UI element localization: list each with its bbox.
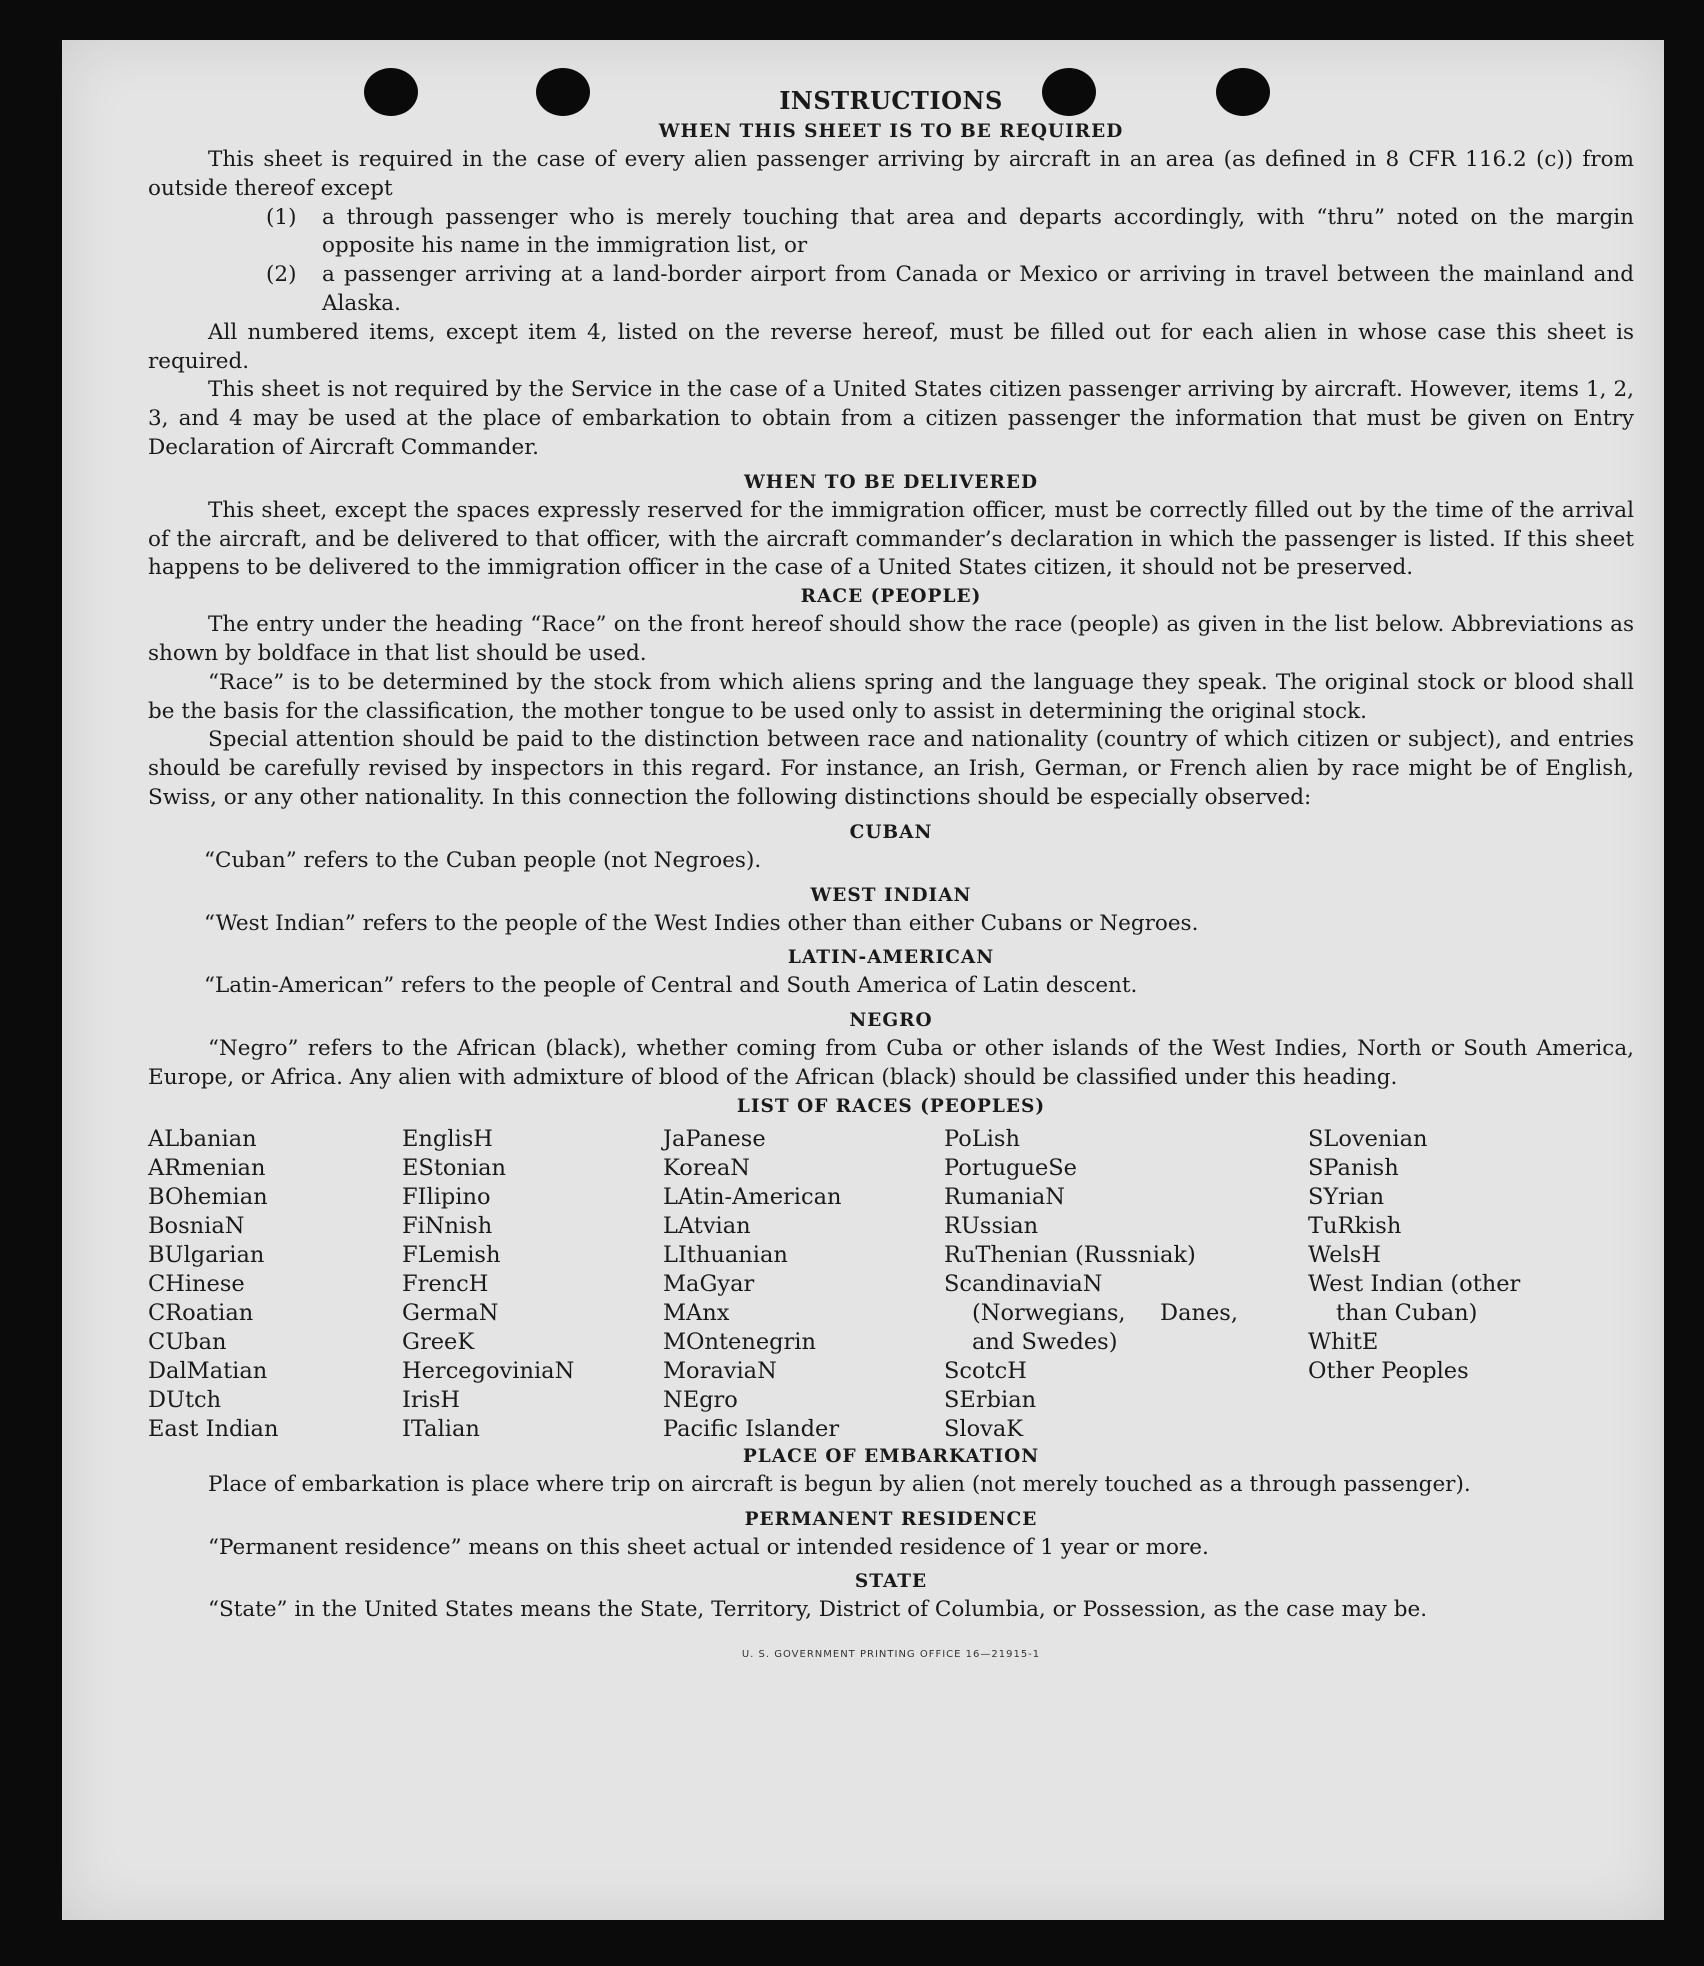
item-text: a through passenger who is merely touching that area and departs accordingly, with “thru” noted on the margin opposite his name in the immigration list, or: [322, 204, 1634, 259]
heading-required: WHEN THIS SHEET IS TO BE REQUIRED: [658, 121, 1124, 142]
race-entry: SErbian: [944, 1386, 1037, 1413]
race-entry: LAtvian: [663, 1212, 751, 1239]
paragraph-embarkation: Place of embarkation is place where trip on aircraft is begun by alien (not merely touched as a through passenger).: [208, 1471, 1471, 1497]
paragraph-negro: “Negro” refers to the African (black), whether coming from Cuba or other islands of the West Indies, North or South America, Europe, or Africa. Any alien with admixture of blood of the African (black) should be classified under this heading.: [148, 1036, 1634, 1090]
paragraph-delivered: This sheet, except the spaces expressly reserved for the immigration officer, must be correctly filled out by the time of the arrival of the aircraft, and be delivered to that officer, with the aircraft commander’s declaration in which the passenger is listed. If this sheet happens to be delivered to the immigration officer in the case of a United States citizen, it should not be preserved.: [148, 497, 1634, 581]
race-entry: PoLish: [944, 1125, 1020, 1152]
exception-item: [266, 261, 1634, 319]
race-entry: ALbanian: [148, 1125, 257, 1152]
race-entry: BosniaN: [148, 1212, 245, 1239]
paragraph-race-3: Special attention should be paid to the distinction between race and nationality (country of which citizen or subject), and entries should be carefully revised by inspectors in this regard. For instance, an Irish, German, or French alien by race might be of English, Swiss, or any other nationality. In this connection the following distinctions should be especially observed:: [148, 727, 1634, 810]
item-number: (2): [266, 262, 297, 288]
document-page: [62, 40, 1664, 1920]
paragraph-west-indian: “West Indian” refers to the people of the West Indies other than either Cubans or Negroes.: [204, 910, 1199, 936]
race-entry: IrisH: [402, 1386, 461, 1413]
race-entry: EnglisH: [402, 1125, 493, 1152]
race-entry: ITalian: [402, 1415, 480, 1442]
race-entry: CUban: [148, 1328, 227, 1355]
race-entry: HercegoviniaN: [402, 1357, 575, 1384]
paragraph-numbered-items: All numbered items, except item 4, listed on the reverse hereof, must be filled out for each alien in whose case this sheet is required.: [148, 319, 1634, 374]
heading-west-indian: WEST INDIAN: [810, 884, 972, 906]
race-column: [944, 1125, 1238, 1444]
race-list: [148, 1125, 1634, 1443]
race-entry: FIlipino: [402, 1183, 491, 1210]
paragraph-race-2: “Race” is to be determined by the stock from which aliens spring and the language they speak. The original stock or blood shall be the basis for the classification, the mother tongue to be used only to assist in determining the original stock.: [148, 669, 1634, 724]
race-column: [148, 1125, 378, 1444]
race-entry: RuThenian (Russniak): [944, 1241, 1196, 1268]
race-entry: MAnx: [663, 1299, 730, 1326]
heading-embarkation: PLACE OF EMBARKATION: [742, 1445, 1040, 1467]
heading-permanent-residence: PERMANENT RESIDENCE: [744, 1508, 1038, 1530]
page-title: INSTRUCTIONS: [779, 86, 1003, 115]
race-entry: MOntenegrin: [663, 1328, 816, 1355]
item-number: (1): [266, 204, 297, 230]
race-entry: Other Peoples: [1308, 1357, 1469, 1384]
paragraph-race-1: The entry under the heading “Race” on the front hereof should show the race (people) as given in the list below. Abbreviations as shown by boldface in that list should be used.: [148, 612, 1634, 666]
heading-state: STATE: [854, 1571, 928, 1593]
race-entry: ARmenian: [148, 1154, 266, 1181]
race-entry: RumaniaN: [944, 1183, 1065, 1210]
race-entry: ScotcH: [944, 1357, 1027, 1384]
race-entry: BUlgarian: [148, 1241, 265, 1268]
heading-list-of-races: LIST OF RACES (PEOPLES): [736, 1095, 1046, 1117]
paragraph-cuban: “Cuban” refers to the Cuban people (not Negroes).: [204, 847, 762, 873]
instructions-content: [148, 84, 1634, 1670]
race-entry: KoreaN: [663, 1154, 750, 1181]
race-entry: TuRkish: [1308, 1212, 1402, 1239]
paragraph-state: “State” in the United States means the State, Territory, District of Columbia, or Possession, as the case may be.: [208, 1597, 1428, 1623]
heading-delivered: WHEN TO BE DELIVERED: [744, 471, 1038, 493]
race-entry: LIthuanian: [663, 1241, 788, 1268]
heading-cuban: CUBAN: [849, 821, 933, 843]
race-entry: GermaN: [402, 1299, 499, 1326]
race-entry: Pacific Islander: [663, 1415, 840, 1442]
race-entry: WelsH: [1308, 1241, 1381, 1268]
race-entry: CHinese: [148, 1270, 245, 1297]
race-column: [402, 1125, 652, 1444]
exception-item: [266, 204, 1634, 262]
race-entry: FrencH: [402, 1270, 489, 1297]
race-column: [1308, 1125, 1570, 1386]
race-entry: West Indian (other than Cuban): [1308, 1270, 1521, 1326]
paragraph-citizen: This sheet is not required by the Service in the case of a United States citizen passenger arriving by aircraft. However, items 1, 2, 3, and 4 may be used at the place of embarkation to obtain from a citizen passenger the information that must be given on Entry Declaration of Aircraft Commander.: [148, 377, 1634, 460]
race-entry: MaGyar: [663, 1270, 755, 1297]
race-entry: MoraviaN: [663, 1357, 777, 1384]
race-entry: DUtch: [148, 1386, 222, 1413]
race-entry: RUssian: [944, 1212, 1039, 1239]
printing-office-footer: U. S. GOVERNMENT PRINTING OFFICE 16—21915-1: [741, 1649, 1041, 1661]
paragraph-required-intro: This sheet is required in the case of every alien passenger arriving by aircraft in an area (as defined in 8 CFR 116.2 (c)) from outside thereof except: [148, 147, 1634, 201]
race-entry: GreeK: [402, 1328, 475, 1355]
paragraph-latin-american: “Latin-American” refers to the people of Central and South America of Latin descent.: [204, 973, 1138, 999]
race-entry: PortugueSe: [944, 1154, 1078, 1181]
race-entry: SlovaK: [944, 1415, 1024, 1442]
heading-latin-american: LATIN-AMERICAN: [787, 947, 995, 969]
race-entry: EStonian: [402, 1154, 507, 1181]
race-entry: LAtin-American: [663, 1183, 842, 1210]
race-entry: SLovenian: [1308, 1125, 1428, 1152]
heading-race: RACE (PEOPLE): [800, 586, 982, 608]
race-entry: FiNnish: [402, 1212, 493, 1239]
race-entry: DalMatian: [148, 1357, 268, 1384]
race-column: [663, 1125, 933, 1444]
item-text: a passenger arriving at a land-border airport from Canada or Mexico or arriving in travel between the mainland and Alaska.: [322, 262, 1634, 316]
heading-negro: NEGRO: [849, 1010, 933, 1032]
race-entry: BOhemian: [148, 1183, 268, 1210]
race-entry: CRoatian: [148, 1299, 254, 1326]
race-entry: ScandinaviaN (Norwegians, Danes, and Swedes): [944, 1270, 1238, 1355]
race-entry: WhitE: [1308, 1328, 1379, 1355]
race-entry: East Indian: [148, 1415, 279, 1442]
paragraph-permanent-residence: “Permanent residence” means on this sheet actual or intended residence of 1 year or more.: [208, 1534, 1209, 1560]
race-entry: NEgro: [663, 1386, 738, 1413]
race-entry: FLemish: [402, 1241, 501, 1268]
race-entry: SPanish: [1308, 1154, 1399, 1181]
race-entry: JaPanese: [663, 1125, 766, 1152]
race-entry: SYrian: [1308, 1183, 1385, 1210]
